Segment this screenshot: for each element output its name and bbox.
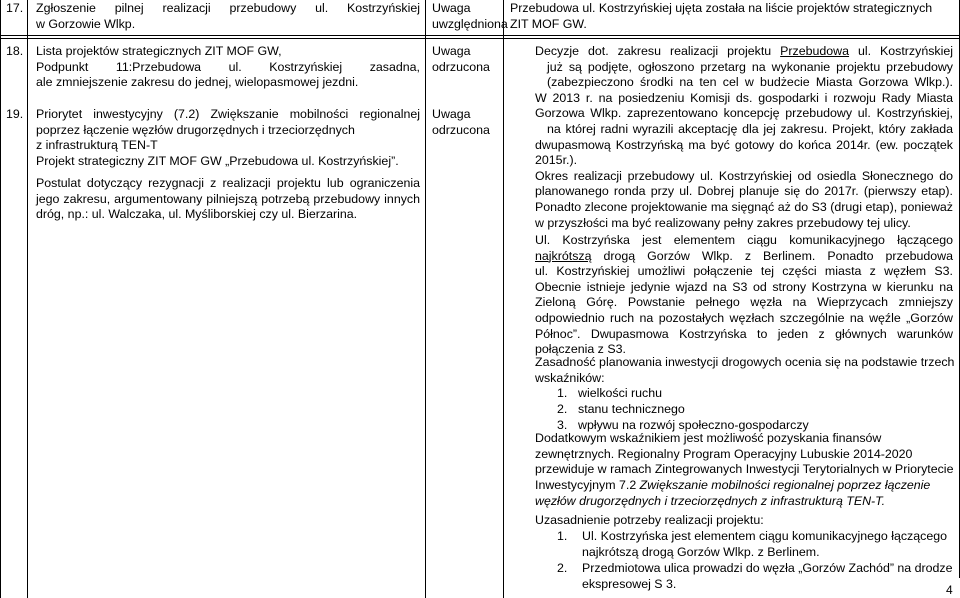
indicators-intro: Zasadność planowania inwestycji drogowych ocenia się na podstawie trzech wskaźników: (535, 355, 955, 385)
funding-paragraph: Dodatkowym wskaźnikiem jest możliwość pozyskania finansów zewnętrznych. Regionalny Program Operacyjny Lubuskie 2014-2020 przewiduje w ramach Zintegrowanych Inwestycji Terytorialnych w Priorytecie Inwestycyjnym 7.2 Zwiększanie mobilności regionalnej poprzez łączenie węzłów drugorzędnych i trzeciorzędnych z infrastrukturą TEN-T. (535, 431, 954, 508)
indicator-1-text: wielkości ruchu (578, 386, 663, 400)
row-18-number: 18. (6, 44, 24, 58)
row-divider-17 (0, 35, 960, 36)
page-number: 4 (946, 583, 953, 597)
justification-1-text: Ul. Kostrzyńska jest elementem ciągu komunikacyjnego łączącego najkrótszą drogą Gorzów Wlkp. z Berlinem. (582, 529, 948, 559)
row-17-number: 17. (6, 1, 24, 15)
indicator-2-number: 2. (557, 402, 568, 416)
row-18-status: Uwaga odrzucona (432, 44, 490, 74)
indicator-3-number: 3. (557, 418, 568, 432)
col-divider-2 (425, 0, 426, 598)
table-border-left (0, 0, 1, 598)
indicator-1-number: 1. (557, 386, 568, 400)
indicator-3-text: wpływu na rozwój społeczno-gospodarczy (578, 418, 809, 432)
row-19-description: Priorytet inwestycyjny (7.2) Zwiększanie mobilności regionalnej poprzez łączenie węzłów drugorzędnych i trzeciorzędnych z infrastrukturą TEN-T Projekt strategiczny ZIT MOF GW „Przebudowa ul. Kostrzyńskiej”. (36, 107, 420, 168)
row-17-description: Zgłoszenie pilnej realizacji przebudowy ul. Kostrzyńskiej w Gorzowie Wlkp. (36, 1, 420, 31)
col-divider-1 (27, 0, 28, 598)
row-19-status: Uwaga odrzucona (432, 107, 490, 137)
indicator-2-text: stanu technicznego (578, 402, 685, 416)
response-paragraph-2: Ul. Kostrzyńska jest elementem ciągu komunikacyjnego łączącego najkrótszą drogą Gorzów Wlkp. z Berlinem. Ponadto przebudowa ul. Kostrzyńskiej umożliwi połączenie tej części miasta z węzłem S3. Obecnie istnieje jedynie wjazd na S3 od strony Kostrzyna w kierunku na Zieloną Górę. Powstanie pełnego węzła na Wieprzycach zmniejszy odpowiednio ruch na pozostałych węzłach szczególnie na węźle „Gorzów Północ”. Dwupasmowa Kostrzyńska to jeden z głównych warunków połączenia z S3. (535, 233, 953, 357)
row-19-description-2: Postulat dotyczący rezygnacji z realizacji projektu lub ograniczenia jego zakresu, argumentowany pilniejszą potrzebą przebudowy innych dróg, np.: ul. Walczaka, ul. Myśliborskiej czy ul. Bierzarina. (36, 176, 420, 222)
row-17-response: Przebudowa ul. Kostrzyńskiej ujęta została na liście projektów strategicznych ZIT MOF GW. (510, 1, 933, 31)
justification-title: Uzasadnienie potrzeby realizacji projektu: (535, 513, 764, 527)
justification-2-number: 2. (557, 561, 568, 575)
response-paragraph-1: Decyzje dot. zakresu realizacji projektu Przebudowa ul. Kostrzyńskiej już są podjęte, ogłoszono przetarg na wykonanie projektu przebudowy (zabezpieczono środki na ten cel w budżecie Miasta Gorzowa Wlkp.). W 2013 r. na posiedzeniu Komisji ds. gospodarki i rozwoju Rady Miasta Gorzowa Wlkp. zaprezentowano koncepcję przebudowy ul. Kostrzyńskiej, na której radni wyrazili akceptację dla jej zakresu. Projekt, który zakłada dwupasmową Kostrzyńską ma być gotowy do końca 2014r. (ew. początek 2015r.). Okres realizacji przebudowy ul. Kostrzyńskiej od osiedla Słonecznego do planowanego ronda przy ul. Dobrej planuje się do 2017r. (pierwszy etap). Ponadto zlecone projektowanie ma sięgnąć aż do S3 (drugi etap), ponieważ w przyszłości ma być realizowany pełny zakres przebudowy tej ulicy. (535, 44, 953, 230)
col-divider-3 (503, 0, 504, 598)
justification-1-number: 1. (557, 529, 568, 543)
justification-2-text: Przedmiotowa ulica prowadzi do węzła „Gorzów Zachód” na drodze ekspresowej S 3. (582, 561, 953, 591)
row-divider-17b (0, 38, 960, 39)
row-17-status: Uwaga uwzględniona (432, 1, 508, 31)
row-19-number: 19. (6, 107, 24, 121)
row-18-description: Lista projektów strategicznych ZIT MOF GW, Podpunkt 11:Przebudowa ul. Kostrzyńskiej zasadna, ale zmniejszenie zakresu do jednej, wielopasmowej jezdni. (36, 44, 420, 90)
